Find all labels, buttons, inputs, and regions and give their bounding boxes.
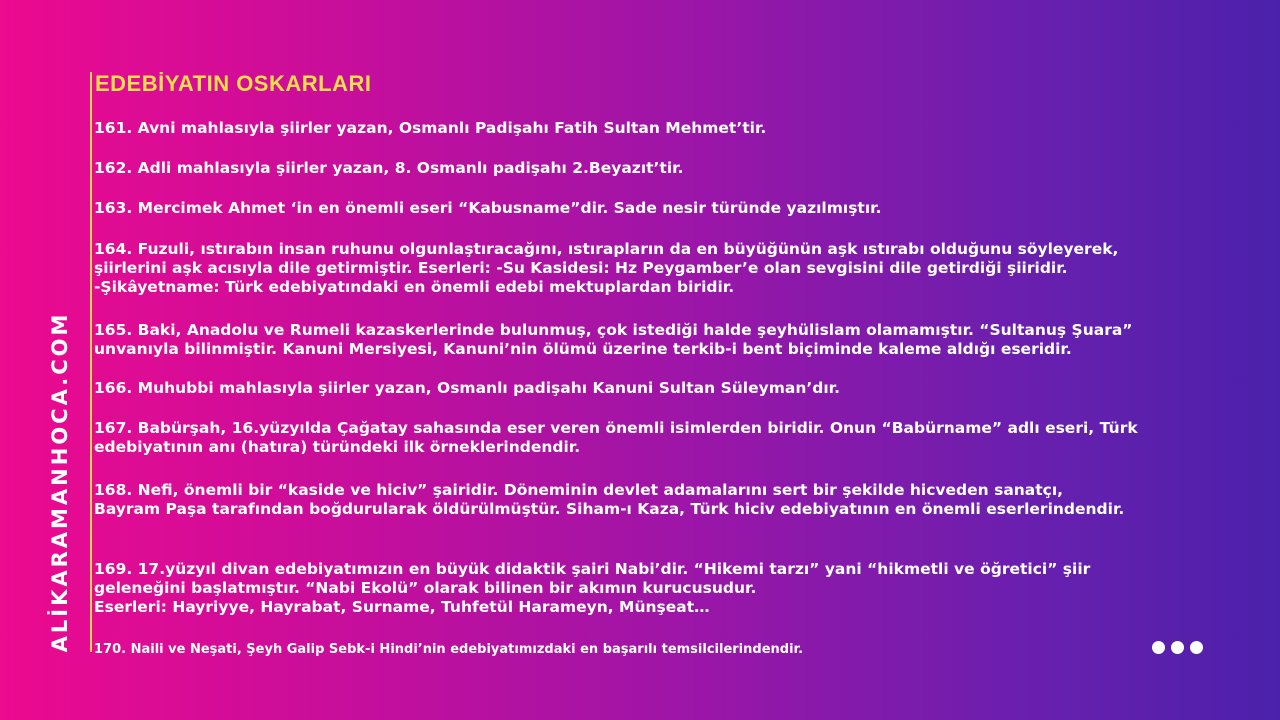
- site-watermark: ALİKARAMANHOCA.COM: [48, 311, 72, 653]
- dot: [1152, 641, 1165, 654]
- list-item: 163. Mercimek Ahmet ‘in en önemli eseri “Kabusname”dir. Sade nesir türünde yazılmıştır.: [94, 199, 882, 217]
- list-item: 169. 17.yüzyıl divan edebiyatımızın en büyük didaktik şairi Nabi’dir. “Hikemi tarzı” yani “hikmetli ve öğretici” şiir geleneğini başlatmıştır. “Nabi Ekolü” olarak bilinen bir akımın kurucusudur. Eserleri: Hayriyye, Hayrabat, Surname, Tuhfetül Harameyn, Münşeat…: [94, 560, 1091, 616]
- accent-divider: [90, 72, 92, 652]
- list-item: 164. Fuzuli, ıstırabın insan ruhunu olgunlaştıracağını, ıstırapların da en büyüğünün aşk ıstırabı olduğunu söyleyerek, şiirlerini aşk acısıyla dile getirmiştir. Eserleri: -Su Kasidesi: Hz Peygamber’e olan sevgisini dile getirdiği şiiridir. -Şikâyetname: Türk edebiyatındaki en önemli edebi mektuplardan biridir.: [94, 240, 1119, 296]
- dot: [1190, 641, 1203, 654]
- page-title: EDEBİYATIN OSKARLARI: [95, 71, 372, 96]
- list-item: 168. Nefi, önemli bir “kaside ve hiciv” şairidir. Döneminin devlet adamalarını sert bir şekilde hicveden sanatçı, Bayram Paşa tarafından boğdurularak öldürülmüştür. Siham-ı Kaza, Türk hiciv edebiyatının en önemli eserlerindendir.: [94, 481, 1125, 518]
- dot: [1171, 641, 1184, 654]
- list-item: 167. Babürşah, 16.yüzyılda Çağatay sahasında eser veren önemli isimlerden biridir. Onun “Babürname” adlı eseri, Türk edebiyatının anı (hatıra) türündeki ilk örneklerindendir.: [94, 419, 1138, 456]
- list-item: 161. Avni mahlasıyla şiirler yazan, Osmanlı Padişahı Fatih Sultan Mehmet’tir.: [94, 119, 767, 137]
- list-item: 170. Naili ve Neşati, Şeyh Galip Sebk-i Hindi’nin edebiyatımızdaki en başarılı temsilcilerindendir.: [94, 642, 804, 657]
- list-item: 166. Muhubbi mahlasıyla şiirler yazan, Osmanlı padişahı Kanuni Sultan Süleyman’dır.: [94, 379, 840, 397]
- list-item: 165. Baki, Anadolu ve Rumeli kazaskerlerinde bulunmuş, çok istediği halde şeyhülislam olamamıştır. “Sultanuş Şuara” unvanıyla bilinmiştir. Kanuni Mersiyesi, Kanuni’nin ölümü üzerine terkib-i bent biçiminde kaleme aldığı eseridir.: [94, 321, 1133, 358]
- list-item: 162. Adli mahlasıyla şiirler yazan, 8. Osmanlı padişahı 2.Beyazıt’tir.: [94, 159, 684, 177]
- three-dots-icon: [1152, 641, 1203, 654]
